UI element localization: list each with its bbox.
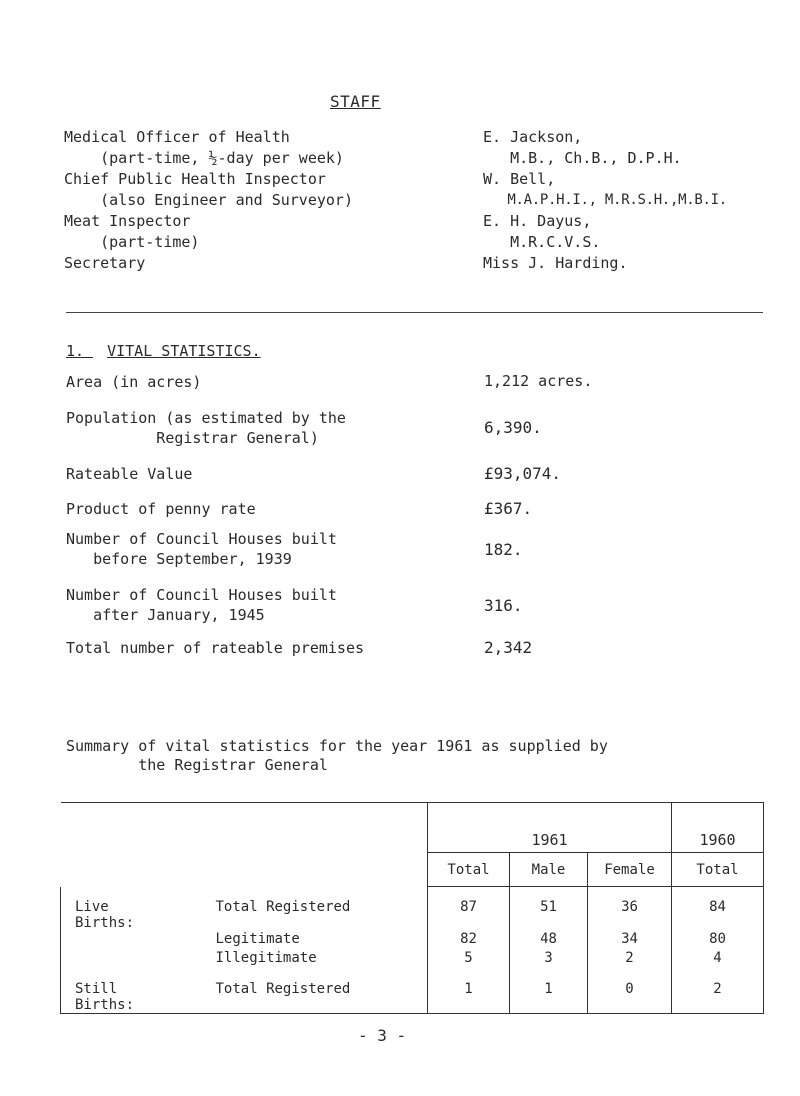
stat-label-area (66, 372, 201, 392)
stat-label-population (66, 408, 346, 448)
stat-value-rateable-premises: 2,342 (484, 638, 533, 657)
cell-value: 36 (588, 887, 672, 931)
stat-label-line: Number of Council Houses built (66, 586, 337, 604)
stat-label-line: Registrar General) (66, 429, 319, 447)
stat-value-rateable-value: £93,074. (484, 464, 562, 483)
staff-role-medical-officer (64, 127, 344, 169)
cell-value: 82 (428, 931, 510, 950)
role-line: (part-time) (64, 233, 200, 251)
stat-label-line: after January, 1945 (66, 606, 265, 624)
summary-line: the Registrar General (66, 756, 328, 774)
subheader-spacer (61, 853, 428, 887)
role-line: (also Engineer and Surveyor) (64, 191, 353, 209)
cell-value: 2 (588, 950, 672, 969)
page-number: - 3 - (358, 1026, 407, 1045)
header-spacer (61, 803, 428, 853)
stat-label-line: Population (as estimated by the (66, 409, 346, 427)
page-title: STAFF (330, 92, 381, 111)
table-subheader-row (61, 853, 764, 887)
stat-label-houses-after (66, 585, 337, 625)
role-line: Meat Inspector (64, 212, 191, 230)
cell-value: 2 (672, 969, 764, 1014)
name-line: E. Jackson, (483, 128, 583, 146)
cell-value: 0 (588, 969, 672, 1014)
cell-value: 87 (428, 887, 510, 931)
staff-role-meat-inspector (64, 211, 199, 253)
stat-label-line: Product of penny rate (66, 500, 256, 518)
row-group: Still Births: (61, 969, 148, 1014)
name-line: M.R.C.V.S. (483, 233, 601, 251)
role-line: (part-time, ½-day per week) (64, 149, 344, 167)
subheader-total: Total (428, 853, 510, 887)
staff-role-secretary (64, 253, 145, 274)
stat-value-area: 1,212 acres. (484, 372, 593, 390)
year-header-1960: 1960 (672, 803, 764, 853)
section-title: VITAL STATISTICS. (107, 342, 261, 360)
subheader-total-1960: Total (672, 853, 764, 887)
section-divider (66, 312, 763, 313)
cell-value: 1 (428, 969, 510, 1014)
name-line: M.A.P.H.I., M.R.S.H.,M.B.I. (483, 192, 727, 208)
section-heading (66, 342, 261, 360)
section-number: 1. (66, 342, 85, 360)
cell-value: 5 (428, 950, 510, 969)
staff-name-bell (483, 169, 727, 211)
stat-label-rateable-value (66, 464, 192, 484)
role-line: Chief Public Health Inspector (64, 170, 326, 188)
staff-name-jackson (483, 127, 682, 169)
cell-value: 48 (510, 931, 588, 950)
name-line: E. H. Dayus, (483, 212, 592, 230)
row-label: Total Registered (215, 980, 351, 997)
table-row (61, 950, 764, 969)
summary-line: Summary of vital statistics for the year 1961 as supplied by (66, 737, 608, 755)
row-group: Live Births: (61, 887, 148, 931)
row-label: Legitimate (215, 930, 300, 947)
role-line: Medical Officer of Health (64, 128, 290, 146)
staff-name-harding (483, 253, 628, 274)
subheader-female: Female (588, 853, 672, 887)
name-line: W. Bell, (483, 170, 556, 188)
stat-label-line: Number of Council Houses built (66, 530, 337, 548)
cell-value: 4 (672, 950, 764, 969)
stat-label-rateable-premises (66, 638, 364, 658)
stat-value-population: 6,390. (484, 418, 542, 437)
cell-value: 80 (672, 931, 764, 950)
table-header-row (61, 803, 764, 853)
row-label: Illegitimate (215, 949, 317, 966)
stat-label-penny-rate (66, 499, 256, 519)
stat-value-houses-before: 182. (484, 540, 523, 559)
cell-value: 51 (510, 887, 588, 931)
stat-value-penny-rate: £367. (484, 499, 533, 518)
row-label: Total Registered (215, 898, 351, 915)
year-header-1961: 1961 (428, 803, 672, 853)
staff-role-chief-inspector (64, 169, 353, 211)
row-group (61, 931, 148, 950)
row-group (61, 950, 148, 969)
table-row (61, 931, 764, 950)
stat-label-line: before September, 1939 (66, 550, 292, 568)
table-row (61, 887, 764, 931)
vital-statistics-table (60, 802, 764, 1014)
cell-value: 1 (510, 969, 588, 1014)
cell-value: 3 (510, 950, 588, 969)
cell-value: 84 (672, 887, 764, 931)
table-row (61, 969, 764, 1014)
stat-label-line: Rateable Value (66, 465, 193, 483)
stat-label-line: Total number of rateable premises (66, 639, 365, 657)
staff-name-dayus (483, 211, 600, 253)
subheader-male: Male (510, 853, 588, 887)
name-line: M.B., Ch.B., D.P.H. (483, 149, 682, 167)
cell-value: 34 (588, 931, 672, 950)
summary-text (66, 737, 608, 775)
role-line: Secretary (64, 254, 146, 272)
stat-label-line: Area (in acres) (66, 373, 202, 391)
name-line: Miss J. Harding. (483, 254, 628, 272)
stat-label-houses-before (66, 529, 337, 569)
stat-value-houses-after: 316. (484, 596, 523, 615)
